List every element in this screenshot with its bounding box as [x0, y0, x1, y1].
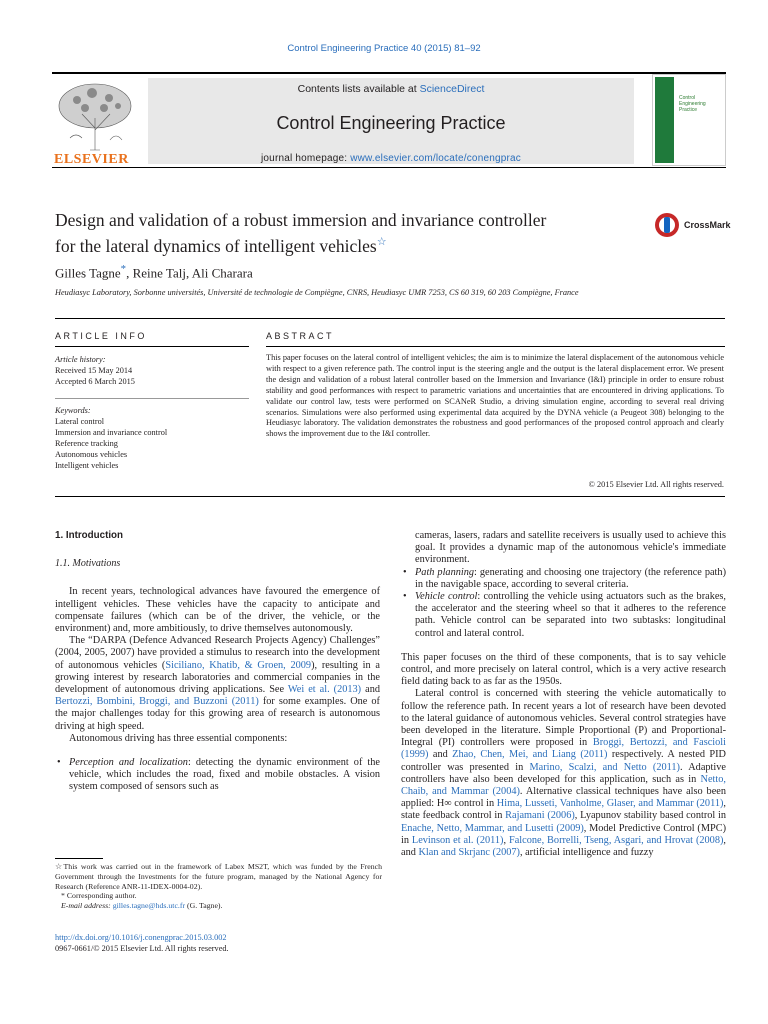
- crossmark-badge[interactable]: [654, 210, 734, 240]
- crossmark-label: CrossMark: [684, 220, 731, 230]
- cover-title: [679, 95, 706, 113]
- text-run: and: [428, 749, 453, 761]
- email-label: E-mail address:: [61, 901, 113, 911]
- issn-line: 0967-0661/© 2015 Elsevier Ltd. All rights reserved.: [55, 944, 229, 953]
- reference-link[interactable]: Rajamani (2006): [505, 810, 575, 822]
- list-term: Path planning: [415, 566, 475, 578]
- divider: [55, 318, 725, 319]
- list-term: Vehicle control: [415, 591, 478, 603]
- affiliation: Heudiasyc Laboratory, Sorbonne universités, Université de technologie de Compiègne, CNRS, Heudiasyc UMR 7253, CS 60 319, 60 203 Compiègne, France: [55, 288, 579, 297]
- journal-cover-thumbnail[interactable]: [652, 74, 726, 166]
- email-link[interactable]: gilles.tagne@hds.utc.fr: [112, 901, 186, 911]
- text-run: . Alternative classical techniques have also been applied: H∞ control in: [401, 786, 726, 810]
- author-names: , Reine Talj, Ali Charara: [126, 265, 253, 281]
- keyword: Reference tracking: [55, 439, 118, 448]
- divider: [55, 398, 249, 399]
- email-footnote: [55, 901, 382, 911]
- paragraph: This paper focuses on the third of these components, that is to say vehicle control, and more precisely on lateral control, which is a very active research field dating back to as far as the 1950s.: [401, 651, 726, 688]
- paragraph: Autonomous driving has three essential components:: [69, 732, 288, 744]
- text-run: for some examples. One of the major challenges today for this growing area of research is autonomous driving at high speed.: [55, 696, 380, 732]
- article-history: [55, 354, 135, 387]
- text-run: respectively. A nested PID controller was presented in: [401, 749, 726, 773]
- title-footnote-mark[interactable]: ☆: [376, 236, 387, 248]
- crossmark-icon: [654, 210, 680, 240]
- email-suffix: (G. Tagne).: [185, 901, 223, 911]
- reference-link[interactable]: Netto, Chaib, and Mammar (2004): [401, 773, 726, 798]
- journal-title: Control Engineering Practice: [276, 113, 506, 133]
- text-run: , artificial intelligence and fuzzy: [519, 847, 654, 859]
- reference-link[interactable]: Klan and Skrjanc (2007): [418, 847, 520, 859]
- reference-link[interactable]: Falcone, Borrelli, Tseng, Asgari, and Hrovat (2008): [508, 834, 724, 846]
- history-label: Article history:: [55, 355, 106, 364]
- footnote-rule: [55, 858, 103, 859]
- cover-line: Practice: [679, 107, 698, 113]
- list-text: : detecting the dynamic environment of the vehicle, which includes the road, fixed and mobile obstacles. A vision system composed of sensors such as: [69, 757, 380, 793]
- received-date: Received 15 May 2014: [55, 366, 133, 375]
- right-column: [401, 530, 726, 859]
- keyword: Lateral control: [55, 417, 105, 426]
- keyword: Intelligent vehicles: [55, 461, 119, 470]
- title-line: for the lateral dynamics of intelligent vehicles: [55, 235, 377, 256]
- homepage-line: [148, 153, 634, 164]
- keywords-list: [55, 405, 167, 471]
- section-heading: 1. Introduction: [55, 530, 124, 541]
- sciencedirect-link[interactable]: ScienceDirect: [419, 83, 485, 95]
- text-run: The “DARPA (Defence Advanced Research Projects Agency) Challenges” (2004, 2005, 2007) have provided a stimulus to research into the development of autonomous vehicles (: [55, 635, 380, 671]
- cover-band: [655, 77, 674, 163]
- paragraph: [55, 635, 380, 733]
- text-run: and: [361, 684, 380, 696]
- reference-link[interactable]: Enache, Netto, Mammar, and Lusetti (2009): [401, 822, 584, 834]
- corresponding-author-mark[interactable]: *: [120, 263, 127, 275]
- abstract-text: This paper focuses on the lateral control of intelligent vehicles; the aim is to minimize the lateral displacement of the autonomous vehicle with respect to a given reference path. The control input is the steering angle and the output is the lateral displacement error. We present the design and validation of a robust lateral controller based on the Immersion and Invariance (I&I) principle in order to ensure robust stability and good performances with respect to parametric variations and uncertainties that are encountered in driving applications. To validate our control law, tests were performed on SCANeR Studio, a driving simulation engine, according to several real driving scenarios. Simulations were also performed using experimental data acquired by the DYNA vehicle (a Peugeot 308) belonging to the Heudiasyc laboratory. The validation demonstrates the robustness and good performances of the proposed control approach and clearly shows the improvement due to the I&I controller.: [266, 353, 724, 439]
- text-run: . Adaptive controllers have also been developed for this application, such as in: [401, 761, 726, 785]
- contents-prefix: Contents lists available at: [297, 83, 420, 95]
- keywords-label: Keywords:: [55, 406, 91, 415]
- reference-link[interactable]: Hima, Lusseti, Vanholme, Glaser, and Mammar (2011): [496, 798, 724, 810]
- list-item: [55, 757, 380, 794]
- paragraph: In recent years, technological advances have favoured the emergence of intelligent vehicles. These vehicles have the capacity to anticipate and compensate failures (which can be of the driver, the vehicle, or the environment) and, more ambitiously, to drive themselves autonomously.: [55, 586, 380, 635]
- list-item: [401, 591, 726, 640]
- title-line: Design and validation of a robust immersion and invariance controller: [55, 210, 547, 230]
- text-run: ,: [503, 834, 509, 846]
- text-run: , Model Predictive Control (MPC) in: [401, 822, 726, 846]
- cover-line: Engineering: [679, 101, 706, 107]
- funding-footnote: ☆This work was carried out in the framework of Labex MS2T, which was funded by the French Government through the Investments for the future program, managed by the National Agency for Research (Reference ANR-11-IDEX-0004-02).: [55, 862, 382, 891]
- text-run: , Lyapunov stability based control in: [574, 810, 727, 822]
- author-list: [55, 263, 253, 281]
- author-name: Gilles Tagne: [55, 265, 121, 281]
- journal-homepage-link[interactable]: www.elsevier.com/locate/conengprac: [350, 153, 521, 164]
- subsection-heading: 1.1. Motivations: [55, 558, 121, 570]
- divider: [266, 346, 725, 347]
- text-run: Lateral control is concerned with steering the vehicle automatically to follow the reference path. In recent years a lot of research have been devoted to the lateral guidance of autonomous vehicles. Several control strategies have been developed in the literature. Simple Proportional (P) and Proportional-Integral (PI) controllers were proposed in: [401, 688, 726, 749]
- divider: [55, 346, 249, 347]
- reference-link[interactable]: Siciliano, Khatib, & Groen, 2009: [165, 659, 312, 671]
- reference-link[interactable]: Wei et al. (2013): [287, 684, 362, 696]
- article-info-heading: ARTICLE INFO: [55, 331, 147, 341]
- text-run: ), resulting in a growing interest by research laboratories and commercial companies in the development of autonomous driving applications. See: [55, 659, 380, 696]
- list-item: [401, 567, 726, 591]
- corresponding-footnote: * Corresponding author.: [61, 891, 137, 901]
- list-term: Perception and localization: [69, 757, 188, 769]
- homepage-prefix: journal homepage:: [261, 153, 351, 164]
- article-title: [55, 209, 645, 257]
- footnotes: [55, 862, 382, 911]
- reference-link[interactable]: Marino, Scalzi, and Netto (2011): [529, 761, 680, 773]
- accepted-date: Accepted 6 March 2015: [55, 377, 135, 386]
- reference-link[interactable]: Zhao, Chen, Mei, and Liang (2011): [452, 749, 608, 761]
- contents-line: [148, 83, 634, 95]
- left-column: [55, 530, 380, 794]
- journal-citation[interactable]: Control Engineering Practice 40 (2015) 81–92: [287, 43, 481, 54]
- doi-block: [55, 932, 229, 954]
- cover-line: Control: [679, 95, 696, 101]
- reference-link[interactable]: Bertozzi, Bombini, Broggi, and Buzzoni (2011): [55, 696, 259, 708]
- abstract-heading: ABSTRACT: [266, 331, 335, 341]
- reference-link[interactable]: Broggi, Bertozzi, and Fascioli (1999): [401, 737, 726, 761]
- journal-masthead: [52, 72, 726, 168]
- keyword: Autonomous vehicles: [55, 450, 128, 459]
- reference-link[interactable]: Levinson et al. (2011): [411, 834, 504, 846]
- masthead-banner: [148, 78, 634, 164]
- elsevier-wordmark: ELSEVIER: [54, 152, 129, 167]
- text-run: , and: [401, 834, 726, 859]
- doi-link[interactable]: http://dx.doi.org/10.1016/j.conengprac.2015.03.002: [55, 933, 227, 942]
- list-text: : controlling the vehicle using actuators such as the brakes, the accelerator and the steering wheel so that it adheres to the reference path. Vehicle control can be separated into two subtasks: longitudinal control and lateral control.: [415, 591, 726, 639]
- paragraph: [401, 688, 726, 859]
- list-text: : generating and choosing one trajectory (the reference path) in the navigable space, according to several criteria.: [415, 566, 726, 590]
- divider: [55, 496, 725, 497]
- text-run: , state feedback control in: [401, 798, 726, 822]
- list-item-continuation: cameras, lasers, radars and satellite receivers is usually used to achieve this goal. It provides a dynamic map of the autonomous vehicle's immediate environment.: [415, 530, 726, 566]
- abstract-copyright: © 2015 Elsevier Ltd. All rights reserved.: [588, 480, 724, 489]
- keyword: Immersion and invariance control: [55, 428, 168, 437]
